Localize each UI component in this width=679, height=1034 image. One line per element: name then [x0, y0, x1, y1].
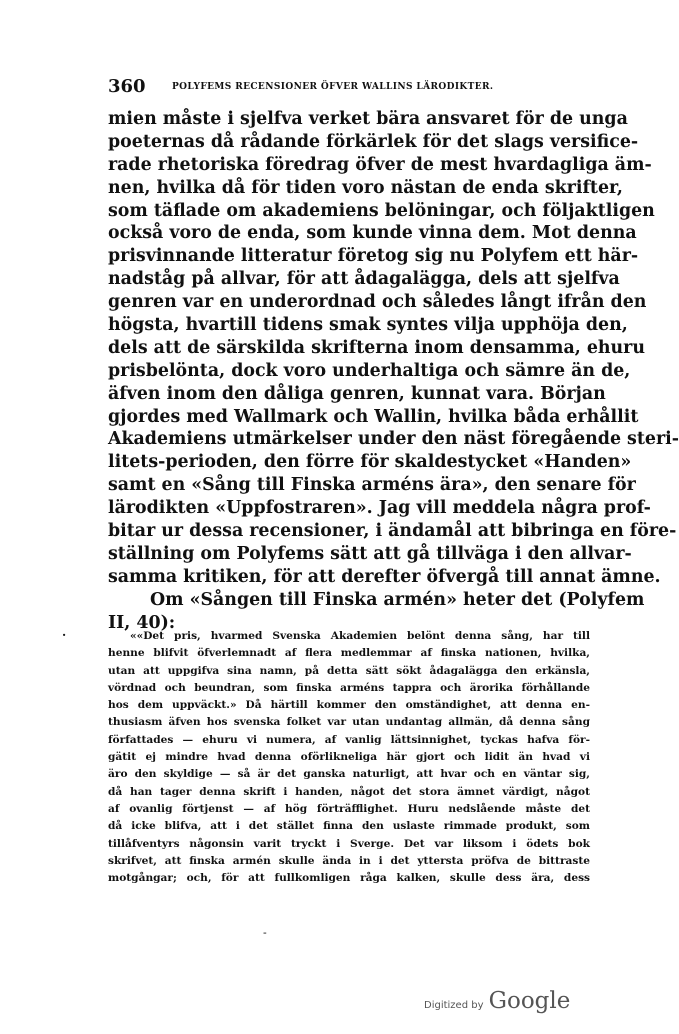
body-line: ställning om Polyfems sätt att gå tillväga i den allvar-	[108, 543, 632, 564]
quote-line: hos dem uppväckt.» Då härtill kommer den omständighet, att denna en-	[108, 699, 590, 712]
body-line: prisvinnande litteratur företog sig nu Polyfem ett här-	[108, 246, 639, 267]
running-title: POLYFEMS RECENSIONER ÖFVER WALLINS LÄRODIKTER.	[172, 82, 494, 92]
quote-line: då han tager denna skrift i handen, något det stora ämnet värdigt, något	[108, 785, 590, 798]
body-line: högsta, hvartill tidens smak syntes vilja upphöja den,	[108, 315, 628, 336]
quote-line: ««Det pris, hvarmed Svenska Akademien belönt denna sång, har till	[130, 630, 590, 642]
digitized-watermark	[424, 988, 570, 1014]
body-line: också voro de enda, som kunde vinna dem. Mot denna	[108, 223, 637, 244]
quote-line: henne blifvit öfverlemnadt af flera medlemmar af finska nationen, hvilka,	[108, 647, 590, 660]
body-line: äfven inom den dåliga genren, kunnat vara. Början	[108, 383, 606, 404]
body-line: II, 40):	[108, 612, 176, 633]
block-quote	[108, 628, 590, 887]
margin-mark: ·	[62, 628, 67, 642]
body-line: gjordes med Wallmark och Wallin, hvilka båda erhållit	[108, 406, 639, 427]
quote-line: vördnad och beundran, som finska arméns tappra och ärorika förhållande	[108, 681, 590, 694]
body-line: samma kritiken, för att derefter öfvergå till annat ämne.	[108, 566, 661, 587]
quote-line: författades — ehuru vi numera, af vanlig lättsinnighet, tyckas hafva för-	[108, 733, 590, 746]
body-line: poeternas då rådande förkärlek för det slags versifice-	[108, 131, 639, 152]
body-line: prisbelönta, dock voro underhaltiga och sämre än de,	[108, 360, 631, 381]
body-line: som täflade om akademiens belöningar, och följaktligen	[108, 200, 655, 221]
quote-line: då icke blifva, att i det stället finna den uslaste rimmade produkt, som	[108, 820, 590, 833]
body-line: dels att de särskilda skrifterna inom densamma, ehuru	[108, 337, 645, 358]
watermark-brand: Google	[488, 988, 571, 1014]
quote-line: thusiasm äfven hos svenska folket var utan undantag allmän, då denna sång	[108, 716, 590, 729]
quote-line: tillåfventyrs någonsin varit tryckt i Sverge. Det var liksom i ödets bok	[108, 837, 590, 850]
quote-line: af ovanlig förtjenst — af hög förträfflighet. Huru nedslående måste det	[108, 802, 590, 815]
body-line: Akademiens utmärkelser under den näst föregående steri-	[108, 429, 679, 450]
watermark-prefix: Digitized by	[424, 1000, 484, 1011]
page-header	[108, 76, 590, 98]
body-line: Om «Sången till Finska armén» heter det (Polyfem	[150, 589, 645, 610]
quote-line: skrifvet, att finska armén skulle ända in i det yttersta pröfva de bittraste	[108, 854, 590, 867]
body-line: nen, hvilka då för tiden voro nästan de enda skrifter,	[108, 177, 623, 198]
body-line: nadståg på allvar, för att ådagalägga, dels att sjelfva	[108, 269, 620, 290]
body-line: bitar ur dessa recensioner, i ändamål att bibringa en före-	[108, 521, 677, 542]
quote-line: utan att uppgifva sina namn, på detta sätt sökt ådagalägga den erkänsla,	[108, 664, 590, 677]
body-line: samt en «Sång till Finska arméns ära», den senare för	[108, 475, 636, 496]
body-line: lärodikten «Uppfostraren». Jag vill meddela några prof-	[108, 498, 651, 519]
quote-line: motgångar; och, för att fullkomligen råga kalken, skulle dess ära, dess	[108, 872, 590, 885]
page-number: 360	[108, 76, 146, 97]
quote-line: äro den skyldige — så är det ganska naturligt, att hvar och en väntar sig,	[108, 768, 590, 781]
body-text	[108, 108, 679, 634]
body-line: rade rhetoriska föredrag öfver de mest hvardagliga äm-	[108, 154, 652, 175]
body-line: genren var en underordnad och således långt ifrån den	[108, 292, 647, 313]
quote-line: gätit ej mindre hvad denna oförlikneliga här gjort och lidit än hvad vi	[108, 751, 590, 764]
scan-mark: -	[263, 926, 267, 939]
body-line: litets-perioden, den förre för skaldestycket «Handen»	[108, 452, 632, 473]
body-line: mien måste i sjelfva verket bära ansvaret för de unga	[108, 109, 628, 129]
